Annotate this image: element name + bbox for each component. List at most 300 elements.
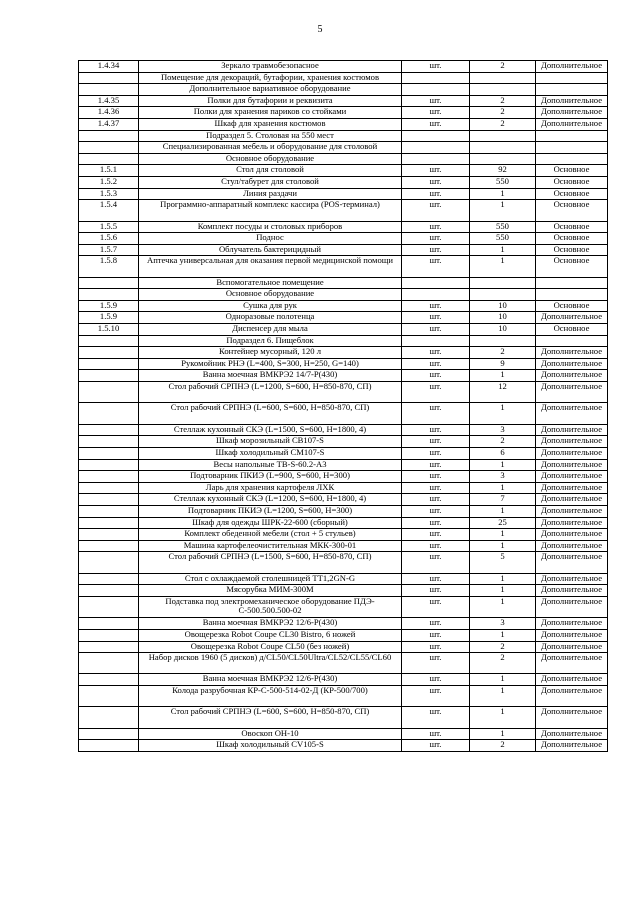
item-kind (536, 72, 608, 84)
table-row (79, 256, 608, 277)
item-name: Комплект посуды и столовых приборов (139, 221, 402, 233)
item-unit (402, 130, 470, 142)
table-row (79, 653, 608, 674)
item-kind: Основное (536, 300, 608, 312)
item-unit: шт. (402, 573, 470, 585)
item-code (79, 335, 139, 347)
table-row (79, 618, 608, 630)
item-qty: 9 (470, 358, 536, 370)
item-unit: шт. (402, 629, 470, 641)
item-name: Специализированная мебель и оборудование для столовой (139, 142, 402, 154)
table-row (79, 674, 608, 686)
item-kind: Дополнительное (536, 61, 608, 73)
item-kind: Основное (536, 188, 608, 200)
item-kind: Дополнительное (536, 505, 608, 517)
table-row (79, 72, 608, 84)
item-kind: Дополнительное (536, 347, 608, 359)
item-code (79, 382, 139, 403)
item-name: Набор дисков 1960 (5 дисков) д/CL50/CL50Ultra/CL52/CL55/CL60 (139, 653, 402, 674)
item-qty (470, 335, 536, 347)
item-unit: шт. (402, 436, 470, 448)
item-name: Ларь для хранения картофеля ЛХК (139, 482, 402, 494)
item-code (79, 629, 139, 641)
page-number: 5 (317, 24, 323, 35)
item-name: Шкаф холодильный СМ107-S (139, 448, 402, 460)
item-qty: 1 (470, 403, 536, 424)
item-name: Контейнер мусорный, 120 л (139, 347, 402, 359)
table-row (79, 335, 608, 347)
item-qty: 12 (470, 382, 536, 403)
item-unit: шт. (402, 95, 470, 107)
item-unit: шт. (402, 200, 470, 221)
item-unit: шт. (402, 707, 470, 728)
table-row (79, 707, 608, 728)
table-row (79, 176, 608, 188)
item-unit (402, 142, 470, 154)
item-qty: 3 (470, 471, 536, 483)
table-row (79, 585, 608, 597)
item-unit: шт. (402, 596, 470, 617)
item-qty: 2 (470, 653, 536, 674)
item-qty: 2 (470, 95, 536, 107)
item-kind: Основное (536, 256, 608, 277)
item-unit: шт. (402, 618, 470, 630)
item-unit: шт. (402, 585, 470, 597)
item-unit: шт. (402, 61, 470, 73)
item-unit: шт. (402, 221, 470, 233)
item-name: Поднос (139, 233, 402, 245)
item-name: Овоскоп ОН-10 (139, 728, 402, 740)
item-name: Полки для хранения париков со стойками (139, 107, 402, 119)
item-qty: 2 (470, 641, 536, 653)
item-unit: шт. (402, 382, 470, 403)
item-name: Основное оборудование (139, 289, 402, 301)
item-qty: 7 (470, 494, 536, 506)
item-name: Вспомогательное помещение (139, 277, 402, 289)
item-unit: шт. (402, 188, 470, 200)
item-qty: 10 (470, 312, 536, 324)
item-kind (536, 84, 608, 96)
item-code (79, 142, 139, 154)
item-kind: Основное (536, 244, 608, 256)
item-code (79, 494, 139, 506)
item-unit: шт. (402, 256, 470, 277)
item-unit: шт. (402, 107, 470, 119)
item-kind: Дополнительное (536, 370, 608, 382)
item-unit (402, 277, 470, 289)
item-code: 1.5.8 (79, 256, 139, 277)
item-kind: Дополнительное (536, 641, 608, 653)
item-qty (470, 289, 536, 301)
item-unit: шт. (402, 641, 470, 653)
item-name: Линия раздачи (139, 188, 402, 200)
table-row (79, 200, 608, 221)
item-kind: Дополнительное (536, 482, 608, 494)
table-row (79, 61, 608, 73)
item-qty: 1 (470, 244, 536, 256)
table-row (79, 517, 608, 529)
item-code (79, 641, 139, 653)
item-qty: 1 (470, 728, 536, 740)
item-kind (536, 130, 608, 142)
item-name: Полки для бутафории и реквизита (139, 95, 402, 107)
item-code (79, 424, 139, 436)
item-code (79, 84, 139, 96)
item-name: Стеллаж кухонный СКЭ (L=1200, S=600, H=1800, 4) (139, 494, 402, 506)
table-row (79, 84, 608, 96)
item-code: 1.5.4 (79, 200, 139, 221)
table-row (79, 130, 608, 142)
item-code: 1.5.2 (79, 176, 139, 188)
item-code: 1.5.3 (79, 188, 139, 200)
item-kind: Основное (536, 221, 608, 233)
table-row (79, 142, 608, 154)
table-row (79, 347, 608, 359)
table-row (79, 244, 608, 256)
item-qty: 92 (470, 165, 536, 177)
item-qty: 10 (470, 324, 536, 336)
item-name: Стол рабочий СРПНЭ (L=600, S=600, H=850-870, СП) (139, 707, 402, 728)
table-row (79, 505, 608, 517)
item-unit: шт. (402, 686, 470, 707)
item-qty (470, 84, 536, 96)
item-kind: Дополнительное (536, 107, 608, 119)
item-name: Ванна моечная ВМКРЭ2 14/7-Р(430) (139, 370, 402, 382)
item-code (79, 358, 139, 370)
table-row (79, 641, 608, 653)
item-kind: Дополнительное (536, 529, 608, 541)
item-kind: Дополнительное (536, 552, 608, 573)
item-qty: 550 (470, 221, 536, 233)
item-qty: 2 (470, 436, 536, 448)
item-code: 1.5.7 (79, 244, 139, 256)
table-row (79, 277, 608, 289)
table-row (79, 233, 608, 245)
item-unit: шт. (402, 540, 470, 552)
item-name: Стол рабочий СРПНЭ (L=1500, S=600, H=850-870, СП) (139, 552, 402, 573)
item-qty: 3 (470, 618, 536, 630)
table-row (79, 153, 608, 165)
item-name: Подраздел 5. Столовая на 550 мест (139, 130, 402, 142)
item-unit: шт. (402, 312, 470, 324)
item-unit: шт. (402, 459, 470, 471)
item-unit: шт. (402, 448, 470, 460)
item-unit: шт. (402, 244, 470, 256)
item-name: Ванна моечная ВМКРЭ2 12/6-Р(430) (139, 618, 402, 630)
item-qty: 1 (470, 596, 536, 617)
item-code (79, 573, 139, 585)
item-kind (536, 142, 608, 154)
item-unit: шт. (402, 529, 470, 541)
item-name: Стол с охлаждаемой столешницей TT1,2GN-G (139, 573, 402, 585)
item-unit: шт. (402, 740, 470, 752)
item-qty: 1 (470, 529, 536, 541)
item-kind: Дополнительное (536, 517, 608, 529)
item-unit (402, 84, 470, 96)
item-name: Подтоварник ПКИЭ (L=1200, S=600, H=300) (139, 505, 402, 517)
item-name: Колода разрубочная КР-С-500-514-02-Д (КР-500/700) (139, 686, 402, 707)
item-name: Дополнительное вариативное оборудование (139, 84, 402, 96)
item-qty: 3 (470, 424, 536, 436)
item-code (79, 653, 139, 674)
item-code (79, 540, 139, 552)
item-unit: шт. (402, 347, 470, 359)
table-row (79, 382, 608, 403)
item-kind: Дополнительное (536, 459, 608, 471)
item-code: 1.5.1 (79, 165, 139, 177)
table-row (79, 289, 608, 301)
item-code (79, 153, 139, 165)
item-kind: Дополнительное (536, 471, 608, 483)
table-row (79, 312, 608, 324)
item-code (79, 529, 139, 541)
item-unit: шт. (402, 505, 470, 517)
equipment-table-body (79, 61, 608, 752)
item-qty: 550 (470, 176, 536, 188)
item-qty: 1 (470, 200, 536, 221)
item-unit: шт. (402, 403, 470, 424)
item-code (79, 552, 139, 573)
item-unit: шт. (402, 552, 470, 573)
item-qty: 2 (470, 347, 536, 359)
item-qty: 10 (470, 300, 536, 312)
item-name: Зеркало травмобезопасное (139, 61, 402, 73)
item-kind: Дополнительное (536, 382, 608, 403)
item-qty: 2 (470, 61, 536, 73)
item-code: 1.4.36 (79, 107, 139, 119)
table-row (79, 221, 608, 233)
item-unit: шт. (402, 728, 470, 740)
equipment-table (78, 60, 608, 752)
item-unit: шт. (402, 517, 470, 529)
item-unit: шт. (402, 233, 470, 245)
item-kind: Основное (536, 165, 608, 177)
item-unit: шт. (402, 471, 470, 483)
item-kind: Дополнительное (536, 494, 608, 506)
table-row (79, 107, 608, 119)
table-row (79, 324, 608, 336)
item-qty: 1 (470, 573, 536, 585)
item-code (79, 130, 139, 142)
item-kind: Дополнительное (536, 740, 608, 752)
table-row (79, 573, 608, 585)
item-name: Шкаф морозильный СВ107-S (139, 436, 402, 448)
item-qty (470, 277, 536, 289)
item-name: Подраздел 6. Пищеблок (139, 335, 402, 347)
table-row (79, 529, 608, 541)
table-row (79, 540, 608, 552)
item-name: Стул/табурет для столовой (139, 176, 402, 188)
item-unit (402, 289, 470, 301)
item-kind: Дополнительное (536, 403, 608, 424)
item-code (79, 471, 139, 483)
item-code (79, 289, 139, 301)
item-code (79, 707, 139, 728)
item-qty: 6 (470, 448, 536, 460)
item-kind (536, 153, 608, 165)
item-name: Ванна моечная ВМКРЭ2 12/6-Р(430) (139, 674, 402, 686)
item-name: Мясорубка МИМ-300М (139, 585, 402, 597)
item-unit: шт. (402, 176, 470, 188)
item-qty: 1 (470, 540, 536, 552)
table-row (79, 740, 608, 752)
table-row (79, 629, 608, 641)
table-row (79, 728, 608, 740)
item-unit: шт. (402, 494, 470, 506)
item-qty: 2 (470, 118, 536, 130)
item-name: Овощерезка Robot Coupe CL30 Bistro, 6 ножей (139, 629, 402, 641)
table-row (79, 482, 608, 494)
item-name: Весы напольные ТВ-S-60.2-А3 (139, 459, 402, 471)
item-name: Шкаф холодильный CV105-S (139, 740, 402, 752)
table-row (79, 370, 608, 382)
item-name: Диспенсер для мыла (139, 324, 402, 336)
item-kind: Дополнительное (536, 95, 608, 107)
table-row (79, 403, 608, 424)
item-kind: Основное (536, 233, 608, 245)
item-kind: Дополнительное (536, 118, 608, 130)
item-kind: Дополнительное (536, 585, 608, 597)
item-name: Подставка под электромеханическое оборудование ПДЭ-С-500.500.500-02 (139, 596, 402, 617)
item-code (79, 686, 139, 707)
table-row (79, 471, 608, 483)
item-name: Машина картофелеочистительная МКК-300-01 (139, 540, 402, 552)
item-code (79, 403, 139, 424)
item-unit (402, 153, 470, 165)
item-code (79, 596, 139, 617)
item-unit (402, 335, 470, 347)
item-qty (470, 130, 536, 142)
item-kind: Дополнительное (536, 707, 608, 728)
item-code (79, 728, 139, 740)
item-unit (402, 72, 470, 84)
item-kind: Дополнительное (536, 540, 608, 552)
item-unit: шт. (402, 324, 470, 336)
item-unit: шт. (402, 165, 470, 177)
item-code: 1.5.9 (79, 300, 139, 312)
item-unit: шт. (402, 300, 470, 312)
table-row (79, 459, 608, 471)
item-unit: шт. (402, 370, 470, 382)
item-qty: 1 (470, 629, 536, 641)
item-unit: шт. (402, 653, 470, 674)
item-kind: Дополнительное (536, 573, 608, 585)
table-row (79, 436, 608, 448)
item-kind: Дополнительное (536, 424, 608, 436)
item-unit: шт. (402, 424, 470, 436)
item-qty (470, 72, 536, 84)
item-code: 1.4.35 (79, 95, 139, 107)
item-qty: 1 (470, 459, 536, 471)
item-name: Сушка для рук (139, 300, 402, 312)
item-code: 1.5.5 (79, 221, 139, 233)
item-qty: 2 (470, 740, 536, 752)
item-code (79, 448, 139, 460)
item-code (79, 505, 139, 517)
item-qty: 5 (470, 552, 536, 573)
table-row (79, 686, 608, 707)
item-code (79, 370, 139, 382)
item-kind: Дополнительное (536, 312, 608, 324)
item-kind: Дополнительное (536, 653, 608, 674)
item-kind: Основное (536, 176, 608, 188)
item-code: 1.5.9 (79, 312, 139, 324)
item-kind: Дополнительное (536, 448, 608, 460)
table-row (79, 424, 608, 436)
item-name: Рукомойник РНЭ (L=400, S=300, H=250, G=140) (139, 358, 402, 370)
item-kind: Дополнительное (536, 728, 608, 740)
item-name: Аптечка универсальная для оказания первой медицинской помощи (139, 256, 402, 277)
item-name: Одноразовые полотенца (139, 312, 402, 324)
table-row (79, 165, 608, 177)
item-kind (536, 289, 608, 301)
item-name: Стол рабочий СРПНЭ (L=1200, S=600, H=850-870, СП) (139, 382, 402, 403)
item-name: Овощерезка Robot Coupe CL50 (без ножей) (139, 641, 402, 653)
item-qty: 1 (470, 674, 536, 686)
item-name: Основное оборудование (139, 153, 402, 165)
item-kind: Дополнительное (536, 618, 608, 630)
item-qty: 1 (470, 585, 536, 597)
item-qty: 1 (470, 370, 536, 382)
item-code (79, 482, 139, 494)
item-code (79, 277, 139, 289)
item-kind: Дополнительное (536, 629, 608, 641)
item-code (79, 618, 139, 630)
item-name: Подтоварник ПКИЭ (L=900, S=600, H=300) (139, 471, 402, 483)
table-row (79, 596, 608, 617)
item-qty: 25 (470, 517, 536, 529)
item-name: Программно-аппаратный комплекс кассира (POS-терминал) (139, 200, 402, 221)
table-row (79, 188, 608, 200)
item-kind: Дополнительное (536, 436, 608, 448)
item-kind: Дополнительное (536, 358, 608, 370)
table-row (79, 358, 608, 370)
item-code (79, 517, 139, 529)
item-name: Шкаф для одежды ШРК-22-600 (сборный) (139, 517, 402, 529)
item-kind (536, 335, 608, 347)
item-kind: Основное (536, 324, 608, 336)
item-name: Шкаф для хранения костюмов (139, 118, 402, 130)
item-unit: шт. (402, 482, 470, 494)
table-row (79, 300, 608, 312)
item-code (79, 740, 139, 752)
item-unit: шт. (402, 674, 470, 686)
item-qty (470, 142, 536, 154)
item-qty (470, 153, 536, 165)
item-qty: 1 (470, 256, 536, 277)
table-row (79, 448, 608, 460)
item-qty: 1 (470, 188, 536, 200)
item-qty: 1 (470, 686, 536, 707)
table-row (79, 95, 608, 107)
item-kind (536, 277, 608, 289)
item-name: Стол для столовой (139, 165, 402, 177)
item-code (79, 585, 139, 597)
item-kind: Дополнительное (536, 674, 608, 686)
item-code: 1.5.10 (79, 324, 139, 336)
item-qty: 2 (470, 107, 536, 119)
item-kind: Дополнительное (536, 686, 608, 707)
item-code (79, 436, 139, 448)
item-qty: 1 (470, 505, 536, 517)
item-name: Комплект обеденной мебели (стол + 5 стульев) (139, 529, 402, 541)
item-code (79, 674, 139, 686)
item-qty: 550 (470, 233, 536, 245)
table-row (79, 552, 608, 573)
item-unit: шт. (402, 118, 470, 130)
item-code: 1.4.34 (79, 61, 139, 73)
item-unit: шт. (402, 358, 470, 370)
